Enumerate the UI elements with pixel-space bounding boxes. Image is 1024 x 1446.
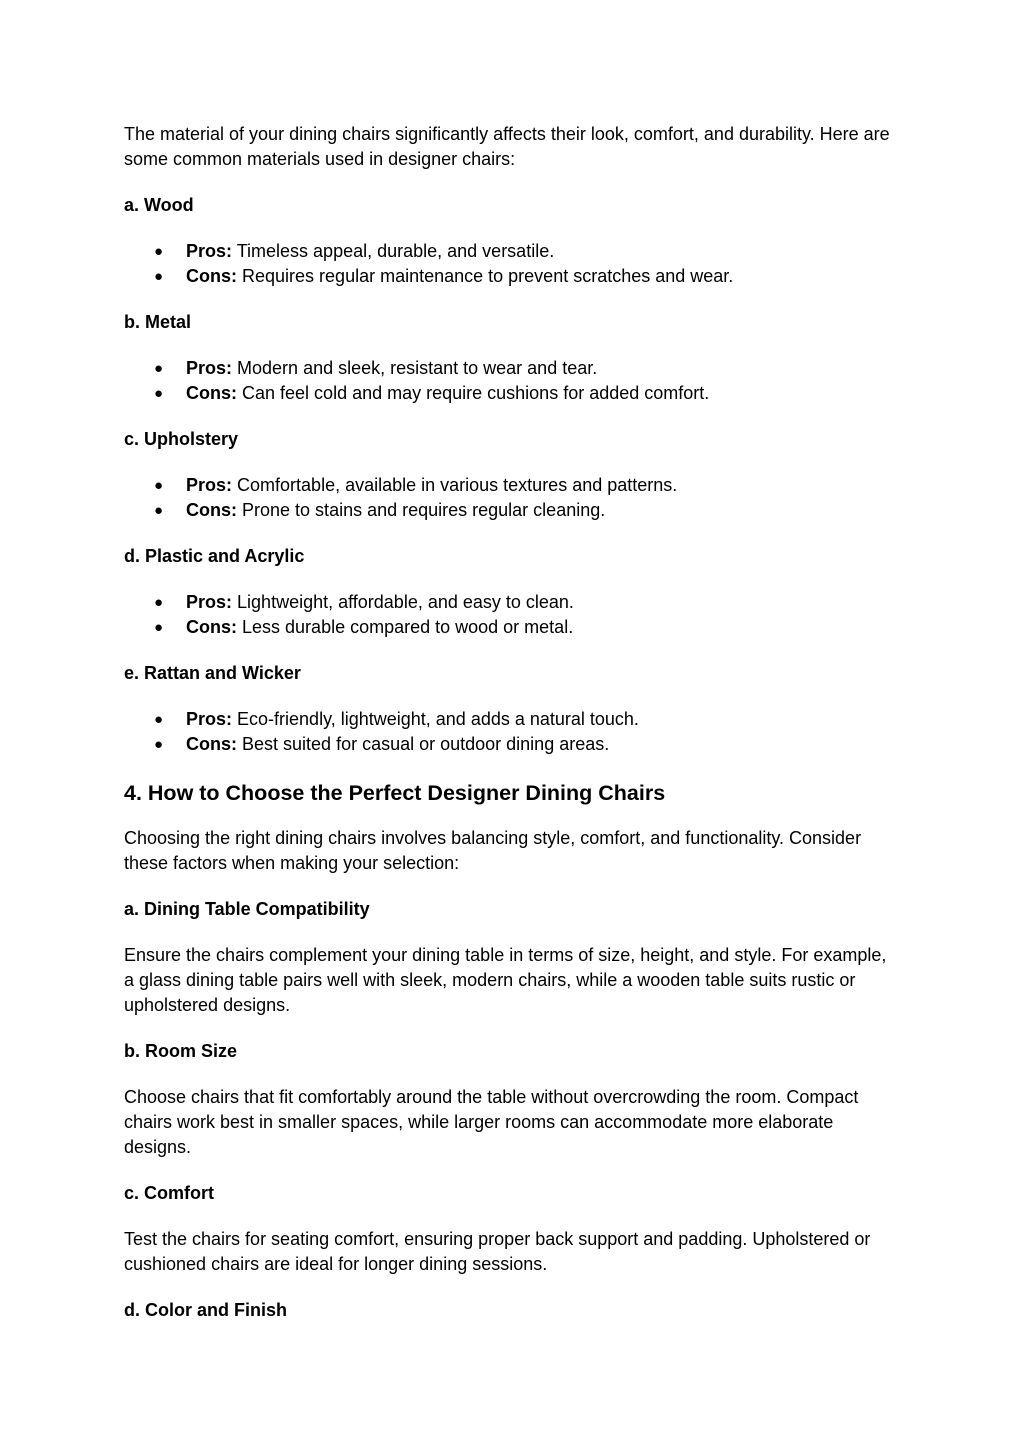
bullet-icon: ●	[154, 502, 164, 519]
bullet-icon: ●	[154, 736, 164, 753]
section-title: 4. How to Choose the Perfect Designer Dining Chairs	[124, 781, 666, 805]
cons-item	[124, 615, 900, 640]
pros-text: Eco-friendly, lightweight, and adds a natural touch.	[237, 709, 639, 729]
pros-text: Lightweight, affordable, and easy to clean.	[237, 592, 574, 612]
cons-label: Cons:	[186, 617, 237, 637]
factor-section-comfort	[124, 1181, 900, 1277]
pros-cons-list	[124, 590, 900, 640]
cons-text: Prone to stains and requires regular cleaning.	[242, 500, 606, 520]
material-section-upholstery	[124, 427, 900, 523]
pros-item	[124, 590, 900, 615]
factor-text: Test the chairs for seating comfort, ensuring proper back support and padding. Upholstered or cushioned chairs are ideal for longer dining sessions.	[124, 1229, 871, 1274]
material-section-wood	[124, 193, 900, 289]
cons-text: Requires regular maintenance to prevent scratches and wear.	[242, 266, 734, 286]
pros-text: Timeless appeal, durable, and versatile.	[236, 241, 555, 261]
cons-label: Cons:	[186, 734, 237, 754]
factor-text: Ensure the chairs complement your dining table in terms of size, height, and style. For example, a glass dining table pairs well with sleek, modern chairs, while a wooden table suits rustic or upholstered designs.	[124, 945, 887, 1015]
pros-item	[124, 239, 900, 264]
bullet-icon: ●	[154, 243, 164, 260]
materials-intro: The material of your dining chairs significantly affects their look, comfort, and durability. Here are some common materials used in designer chairs:	[124, 124, 890, 169]
pros-cons-list	[124, 239, 900, 289]
cons-item	[124, 732, 900, 757]
cons-item	[124, 264, 900, 289]
cons-label: Cons:	[186, 500, 237, 520]
pros-label: Pros:	[186, 592, 233, 612]
pros-item	[124, 707, 900, 732]
cons-text: Best suited for casual or outdoor dining areas.	[242, 734, 610, 754]
bullet-icon: ●	[154, 268, 164, 285]
cons-label: Cons:	[186, 266, 237, 286]
factor-text: Choose chairs that fit comfortably around the table without overcrowding the room. Compact chairs work best in smaller spaces, while larger rooms can accommodate more elaborate designs.	[124, 1087, 859, 1157]
cons-item	[124, 381, 900, 406]
bullet-icon: ●	[154, 477, 164, 494]
material-heading: a. Wood	[124, 195, 194, 215]
pros-label: Pros:	[186, 709, 233, 729]
material-section-rattan-wicker	[124, 661, 900, 757]
section-intro: Choosing the right dining chairs involves balancing style, comfort, and functionality. Consider these factors when making your selection:	[124, 828, 862, 873]
cons-text: Less durable compared to wood or metal.	[242, 617, 574, 637]
factor-heading: a. Dining Table Compatibility	[124, 899, 370, 919]
bullet-icon: ●	[154, 711, 164, 728]
pros-item	[124, 356, 900, 381]
factor-heading: d. Color and Finish	[124, 1300, 287, 1320]
pros-label: Pros:	[186, 475, 233, 495]
factor-section-color-finish	[124, 1298, 900, 1323]
pros-label: Pros:	[186, 358, 233, 378]
material-heading: e. Rattan and Wicker	[124, 663, 301, 683]
pros-text: Comfortable, available in various textures and patterns.	[237, 475, 678, 495]
cons-label: Cons:	[186, 383, 237, 403]
pros-text: Modern and sleek, resistant to wear and tear.	[237, 358, 598, 378]
bullet-icon: ●	[154, 385, 164, 402]
pros-item	[124, 473, 900, 498]
pros-label: Pros:	[186, 241, 233, 261]
cons-item	[124, 498, 900, 523]
pros-cons-list	[124, 473, 900, 523]
material-heading: b. Metal	[124, 312, 192, 332]
bullet-icon: ●	[154, 360, 164, 377]
material-section-plastic-acrylic	[124, 544, 900, 640]
factor-section-table-compatibility	[124, 897, 900, 1018]
bullet-icon: ●	[154, 619, 164, 636]
factor-section-room-size	[124, 1039, 900, 1160]
pros-cons-list	[124, 707, 900, 757]
pros-cons-list	[124, 356, 900, 406]
bullet-icon: ●	[154, 594, 164, 611]
material-section-metal	[124, 310, 900, 406]
material-heading: c. Upholstery	[124, 429, 239, 449]
factor-heading: b. Room Size	[124, 1041, 238, 1061]
material-heading: d. Plastic and Acrylic	[124, 546, 305, 566]
factor-heading: c. Comfort	[124, 1183, 214, 1203]
cons-text: Can feel cold and may require cushions for added comfort.	[242, 383, 710, 403]
